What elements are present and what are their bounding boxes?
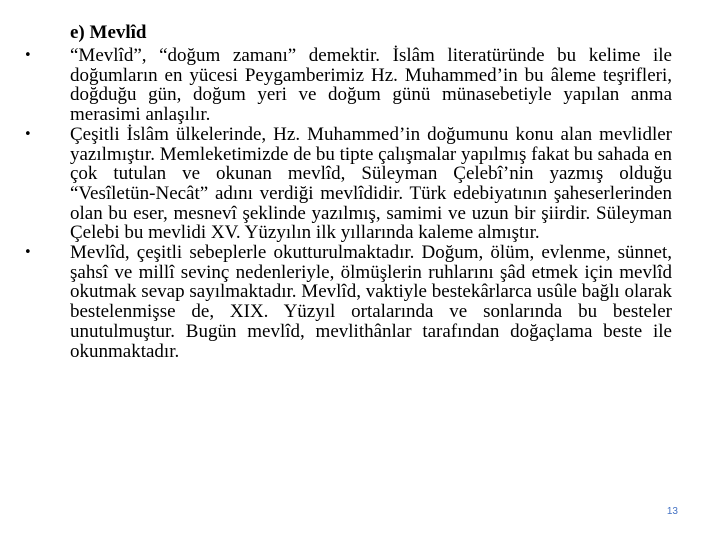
bullet-icon: • — [24, 126, 32, 142]
bullet-icon: • — [24, 245, 32, 261]
page-number: 13 — [666, 506, 678, 517]
bullet-icon: • — [24, 48, 32, 63]
bullet-text: “Mevlîd”, “doğum zamanı” demektir. İslâm literatüründe bu kelime ile doğumların en yücesi Peygamberimiz Hz. Muhammed’in bu âleme teşrifleri, doğduğu gün, doğum yeri ve doğum günü münasebetiyle yapılan anma merasimi anlaşılır. — [70, 45, 672, 126]
bullet-text: Çeşitli İslâm ülkelerinde, Hz. Muhammed’in doğumunu konu alan mevlidler yazılmıştır. Memleketimizde de bu tipte çalışmalar yapılmış fakat bu sahada en çok tutulan ve okunan mevlîd, Süleyman Çelebî’nin yazmış olduğu “Vesîletün-Necât” adını verdiği mevlîdidir. Türk edebiyatının şaheserlerinden olan bu eser, mesnevî şeklinde yazılmış, samimi ve uzun bir şiirdir. Süleyman Çelebi bu mevlidi XV. Yüzyılın ilk yıllarında kaleme almıştır. — [70, 123, 673, 244]
bullet-list — [24, 46, 672, 361]
bullet-item-history — [24, 125, 672, 243]
slide-title: e) Mevlîd — [70, 22, 147, 43]
bullet-item-meaning — [24, 46, 672, 125]
bullet-item-occasions — [24, 243, 672, 361]
bullet-text: Mevlîd, çeşitli sebeplerle okutturulmaktadır. Doğum, ölüm, evlenme, sünnet, şahsî ve millî sevinç nedenleriyle, ölmüşlerin ruhlarını şâd etmek için mevlîd okutmak sevap sayılmaktadır. Mevlîd, vaktiyle bestekârlarca usûle bağlı olarak bestelenmişse de, XIX. Yüzyıl ortalarında ve sonlarında bu besteler unutulmuştur. Bugün mevlîd, mevlithânlar tarafından doğaçlama beste ile okunmaktadır. — [70, 242, 672, 362]
